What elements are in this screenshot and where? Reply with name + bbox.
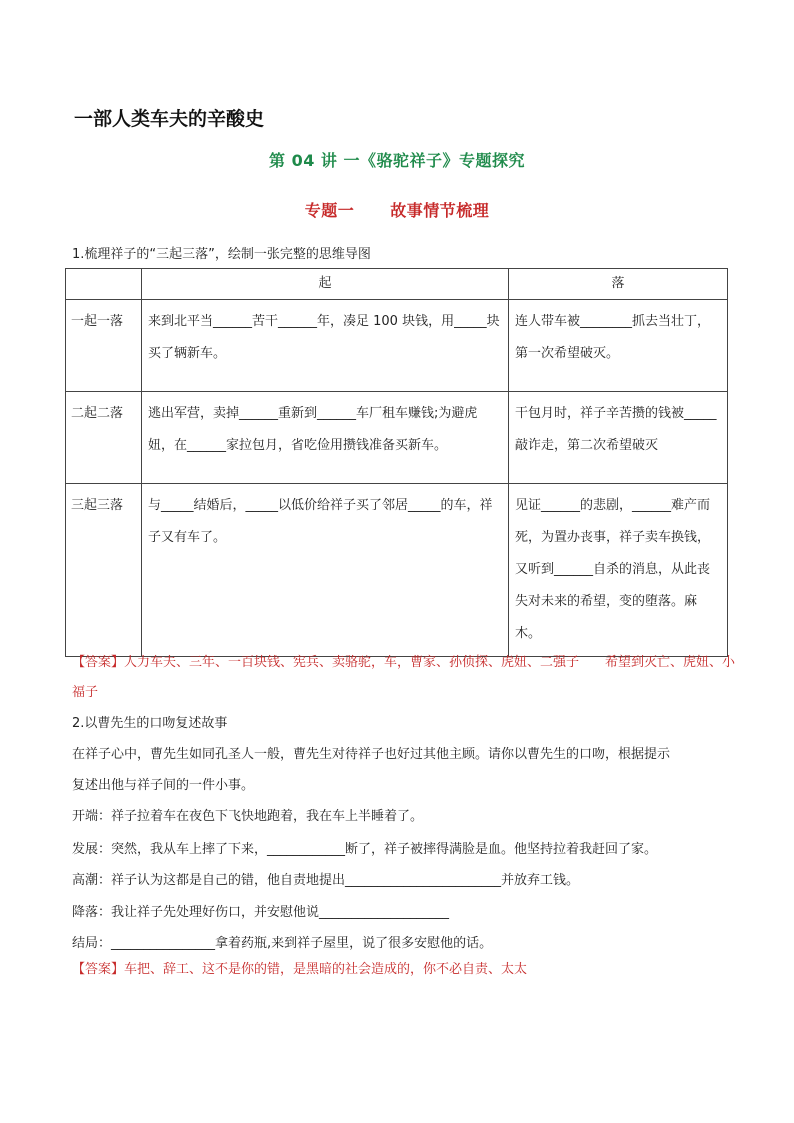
fall-cell: 见证______的悲剧，______难产而死，为置办丧事，祥子卖车换钱，又听到______自杀的消息，从此丧失对未来的希望，变的堕落。麻木。 <box>509 484 728 657</box>
table-header-cell: 落 <box>509 269 728 300</box>
story-ending: 结局：________________拿着药瓶,来到祥子屋里，说了很多安慰他的话。 <box>72 936 493 951</box>
answer-text: 人力车夫、三年、一百块钱、宪兵、卖骆驼，车，曹家、孙侦探、虎妞、二强子 希望到灭亡、虎妞、小福子 <box>72 655 736 700</box>
table-row <box>66 392 728 484</box>
answer-text: 车把、辞工、这不是你的错，是黑暗的社会造成的，你不必自责、太太 <box>124 962 528 977</box>
rise-cell: 逃出军营，卖掉______重新到______车厂租车赚钱;为避虎妞，在______家拉包月，省吃俭用攒钱准备买新车。 <box>142 392 509 484</box>
intro-line: 在祥子心中，曹先生如同孔圣人一般，曹先生对待祥子也好过其他主顾。请你以曹先生的口吻，根据提示 <box>72 747 671 762</box>
fall-cell: 干包月时，祥子辛苦攒的钱被_____敲诈走，第二次希望破灭 <box>509 392 728 484</box>
story-climax: 高潮：祥子认为这都是自己的错，他自责地提出________________________并放弃工钱。 <box>72 873 580 888</box>
question-2: 2.以曹先生的口吻复述故事 <box>72 716 228 731</box>
row-label: 三起三落 <box>66 484 142 657</box>
table-header-row <box>66 269 728 300</box>
answer-2 <box>72 955 527 985</box>
lecture-title: 第 04 讲 一《骆驼祥子》专题探究 <box>269 151 525 170</box>
table-header-cell: 起 <box>142 269 509 300</box>
table-row <box>66 484 728 657</box>
rise-cell: 与_____结婚后，_____以低价给祥子买了邻居_____的车，祥子又有车了。 <box>142 484 509 657</box>
topic-name: 故事情节梳理 <box>390 201 490 220</box>
table-row <box>66 300 728 392</box>
main-title: 一部人类车夫的辛酸史 <box>74 108 265 130</box>
story-development: 发展：突然，我从车上摔了下来，____________断了，祥子被摔得满脸是血。他坚持拉着我赶回了家。 <box>72 842 658 857</box>
row-label: 一起一落 <box>66 300 142 392</box>
table-header-cell <box>66 269 142 300</box>
answer-tag: 【答案】 <box>72 962 125 977</box>
plot-table <box>65 268 728 657</box>
topic-title <box>0 198 794 221</box>
topic-label: 专题一 <box>304 201 355 220</box>
answer-1 <box>72 648 736 708</box>
answer-tag: 【答案】 <box>72 655 125 670</box>
row-label: 二起二落 <box>66 392 142 484</box>
story-falling: 降落：我让祥子先处理好伤口，并安慰他说____________________ <box>72 905 450 920</box>
story-opening: 开端：祥子拉着车在夜色下飞快地跑着，我在车上半睡着了。 <box>72 809 424 824</box>
fall-cell: 连人带车被________抓去当壮丁，第一次希望破灭。 <box>509 300 728 392</box>
intro-line: 复述出他与祥子间的一件小事。 <box>72 778 255 793</box>
question-1: 1.梳理祥子的“三起三落”，绘制一张完整的思维导图 <box>72 247 371 262</box>
rise-cell: 来到北平当______苦干______年，凑足 100 块钱，用_____块买了辆新车。 <box>142 300 509 392</box>
